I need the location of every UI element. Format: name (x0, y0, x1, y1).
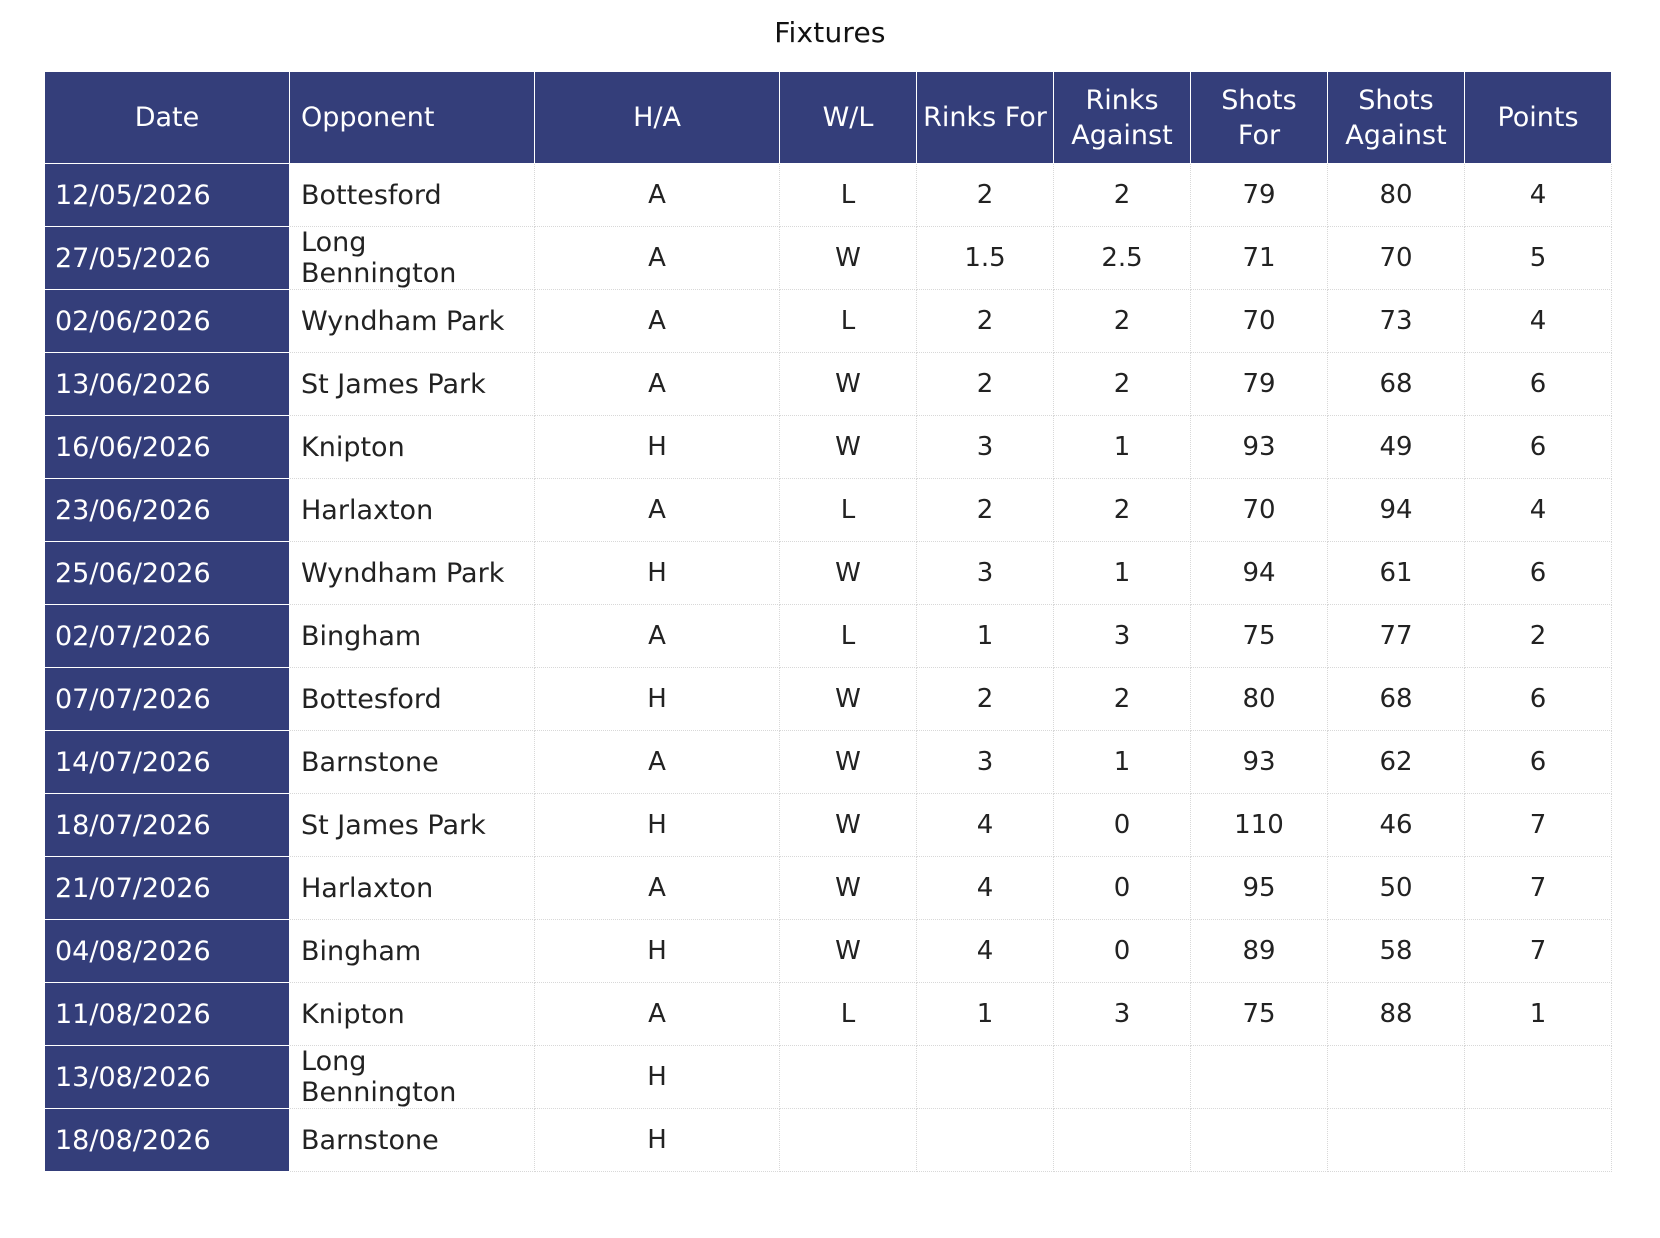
date-cell: 13/06/2026 (45, 353, 290, 416)
date-cell: 02/07/2026 (45, 605, 290, 668)
home-away-cell: A (535, 731, 780, 794)
rinks-for-cell: 2 (917, 290, 1054, 353)
home-away-cell: A (535, 353, 780, 416)
points-cell: 4 (1465, 290, 1612, 353)
date-cell: 25/06/2026 (45, 542, 290, 605)
rinks-against-cell: 0 (1054, 794, 1191, 857)
table-row (45, 353, 1612, 416)
win-loss-cell: W (780, 227, 917, 290)
shots-for-cell: 75 (1191, 605, 1328, 668)
shots-against-cell: 80 (1328, 164, 1465, 227)
date-cell: 21/07/2026 (45, 857, 290, 920)
date-cell: 18/08/2026 (45, 1109, 290, 1172)
shots-against-cell: 77 (1328, 605, 1465, 668)
home-away-cell: H (535, 1109, 780, 1172)
table-row (45, 794, 1612, 857)
opponent-cell: Bingham (290, 605, 535, 668)
shots-against-cell: 50 (1328, 857, 1465, 920)
points-cell: 1 (1465, 983, 1612, 1046)
date-cell: 13/08/2026 (45, 1046, 290, 1109)
points-cell: 2 (1465, 605, 1612, 668)
opponent-cell: Knipton (290, 983, 535, 1046)
date-cell: 27/05/2026 (45, 227, 290, 290)
opponent-cell: Bottesford (290, 668, 535, 731)
shots-against-cell: 46 (1328, 794, 1465, 857)
column-header-shots-for[interactable]: Shots For (1191, 72, 1328, 164)
header-row (45, 72, 1612, 164)
points-cell: 7 (1465, 857, 1612, 920)
points-cell: 6 (1465, 353, 1612, 416)
table-row (45, 290, 1612, 353)
column-header-home-away[interactable]: H/A (535, 72, 780, 164)
shots-for-cell: 80 (1191, 668, 1328, 731)
rinks-for-cell: 4 (917, 794, 1054, 857)
win-loss-cell: W (780, 353, 917, 416)
rinks-for-cell: 1 (917, 605, 1054, 668)
table-row (45, 983, 1612, 1046)
home-away-cell: A (535, 857, 780, 920)
opponent-cell: Wyndham Park (290, 290, 535, 353)
shots-against-cell: 49 (1328, 416, 1465, 479)
home-away-cell: H (535, 542, 780, 605)
home-away-cell: A (535, 227, 780, 290)
rinks-for-cell: 4 (917, 857, 1054, 920)
column-header-rinks-for[interactable]: Rinks For (917, 72, 1054, 164)
shots-for-cell: 89 (1191, 920, 1328, 983)
shots-for-cell: 79 (1191, 164, 1328, 227)
table-row (45, 857, 1612, 920)
shots-for-cell: 70 (1191, 479, 1328, 542)
shots-for-cell: 110 (1191, 794, 1328, 857)
shots-against-cell: 68 (1328, 353, 1465, 416)
table-row (45, 542, 1612, 605)
rinks-against-cell: 3 (1054, 983, 1191, 1046)
date-cell: 04/08/2026 (45, 920, 290, 983)
rinks-for-cell (917, 1046, 1054, 1109)
shots-against-cell: 62 (1328, 731, 1465, 794)
rinks-against-cell: 1 (1054, 416, 1191, 479)
fixtures-table (44, 71, 1612, 1172)
opponent-cell: Harlaxton (290, 479, 535, 542)
win-loss-cell: W (780, 731, 917, 794)
rinks-against-cell: 0 (1054, 920, 1191, 983)
win-loss-cell: W (780, 857, 917, 920)
shots-for-cell (1191, 1046, 1328, 1109)
win-loss-cell: W (780, 920, 917, 983)
opponent-cell: Barnstone (290, 731, 535, 794)
shots-against-cell: 73 (1328, 290, 1465, 353)
shots-for-cell: 70 (1191, 290, 1328, 353)
home-away-cell: A (535, 164, 780, 227)
points-cell: 6 (1465, 416, 1612, 479)
fixture-rows (45, 164, 1612, 1172)
shots-against-cell: 61 (1328, 542, 1465, 605)
rinks-against-cell (1054, 1109, 1191, 1172)
win-loss-cell: L (780, 290, 917, 353)
page-title: Fixtures (774, 16, 886, 49)
shots-against-cell: 70 (1328, 227, 1465, 290)
opponent-cell: Wyndham Park (290, 542, 535, 605)
column-header-opponent[interactable]: Opponent (290, 72, 535, 164)
points-cell: 4 (1465, 164, 1612, 227)
win-loss-cell: W (780, 794, 917, 857)
column-header-date[interactable]: Date (45, 72, 290, 164)
column-header-win-loss[interactable]: W/L (780, 72, 917, 164)
rinks-for-cell (917, 1109, 1054, 1172)
date-cell: 12/05/2026 (45, 164, 290, 227)
points-cell: 6 (1465, 668, 1612, 731)
shots-against-cell: 68 (1328, 668, 1465, 731)
rinks-against-cell: 1 (1054, 542, 1191, 605)
points-cell (1465, 1046, 1612, 1109)
win-loss-cell: W (780, 542, 917, 605)
date-cell: 07/07/2026 (45, 668, 290, 731)
shots-for-cell: 93 (1191, 416, 1328, 479)
rinks-for-cell: 2 (917, 668, 1054, 731)
shots-for-cell: 79 (1191, 353, 1328, 416)
rinks-for-cell: 2 (917, 479, 1054, 542)
rinks-against-cell (1054, 1046, 1191, 1109)
opponent-cell: St James Park (290, 353, 535, 416)
win-loss-cell: L (780, 605, 917, 668)
table-row (45, 920, 1612, 983)
home-away-cell: H (535, 920, 780, 983)
table-row (45, 164, 1612, 227)
rinks-for-cell: 4 (917, 920, 1054, 983)
rinks-against-cell: 2.5 (1054, 227, 1191, 290)
rinks-for-cell: 3 (917, 542, 1054, 605)
points-cell: 6 (1465, 542, 1612, 605)
date-cell: 16/06/2026 (45, 416, 290, 479)
points-cell: 4 (1465, 479, 1612, 542)
rinks-for-cell: 2 (917, 164, 1054, 227)
rinks-against-cell: 0 (1054, 857, 1191, 920)
shots-for-cell: 93 (1191, 731, 1328, 794)
date-cell: 02/06/2026 (45, 290, 290, 353)
rinks-against-cell: 3 (1054, 605, 1191, 668)
rinks-for-cell: 3 (917, 416, 1054, 479)
table-row (45, 1046, 1612, 1109)
opponent-cell: St James Park (290, 794, 535, 857)
opponent-cell: Long Bennington (290, 1046, 535, 1109)
date-cell: 11/08/2026 (45, 983, 290, 1046)
home-away-cell: A (535, 983, 780, 1046)
table-row (45, 227, 1612, 290)
date-cell: 14/07/2026 (45, 731, 290, 794)
table-row (45, 416, 1612, 479)
shots-for-cell: 71 (1191, 227, 1328, 290)
table-row (45, 731, 1612, 794)
rinks-for-cell: 2 (917, 353, 1054, 416)
shots-for-cell (1191, 1109, 1328, 1172)
rinks-for-cell: 3 (917, 731, 1054, 794)
win-loss-cell (780, 1109, 917, 1172)
home-away-cell: A (535, 605, 780, 668)
win-loss-cell: L (780, 983, 917, 1046)
home-away-cell: H (535, 1046, 780, 1109)
points-cell: 5 (1465, 227, 1612, 290)
win-loss-cell: W (780, 416, 917, 479)
home-away-cell: A (535, 479, 780, 542)
shots-against-cell: 88 (1328, 983, 1465, 1046)
table-row (45, 668, 1612, 731)
shots-against-cell: 94 (1328, 479, 1465, 542)
opponent-cell: Barnstone (290, 1109, 535, 1172)
points-cell: 6 (1465, 731, 1612, 794)
rinks-for-cell: 1 (917, 983, 1054, 1046)
win-loss-cell: L (780, 479, 917, 542)
opponent-cell: Harlaxton (290, 857, 535, 920)
points-cell (1465, 1109, 1612, 1172)
date-cell: 23/06/2026 (45, 479, 290, 542)
table-row (45, 605, 1612, 668)
table-row (45, 1109, 1612, 1172)
rinks-against-cell: 2 (1054, 479, 1191, 542)
shots-against-cell (1328, 1109, 1465, 1172)
column-header-rinks-against[interactable]: Rinks Against (1054, 72, 1191, 164)
opponent-cell: Bingham (290, 920, 535, 983)
shots-against-cell: 58 (1328, 920, 1465, 983)
win-loss-cell (780, 1046, 917, 1109)
shots-for-cell: 94 (1191, 542, 1328, 605)
opponent-cell: Long Bennington (290, 227, 535, 290)
points-cell: 7 (1465, 794, 1612, 857)
win-loss-cell: W (780, 668, 917, 731)
rinks-against-cell: 1 (1054, 731, 1191, 794)
home-away-cell: H (535, 416, 780, 479)
home-away-cell: A (535, 290, 780, 353)
shots-for-cell: 75 (1191, 983, 1328, 1046)
opponent-cell: Knipton (290, 416, 535, 479)
points-cell: 7 (1465, 920, 1612, 983)
rinks-for-cell: 1.5 (917, 227, 1054, 290)
rinks-against-cell: 2 (1054, 353, 1191, 416)
opponent-cell: Bottesford (290, 164, 535, 227)
win-loss-cell: L (780, 164, 917, 227)
column-header-points[interactable]: Points (1465, 72, 1612, 164)
date-cell: 18/07/2026 (45, 794, 290, 857)
rinks-against-cell: 2 (1054, 164, 1191, 227)
home-away-cell: H (535, 794, 780, 857)
table-row (45, 479, 1612, 542)
shots-against-cell (1328, 1046, 1465, 1109)
shots-for-cell: 95 (1191, 857, 1328, 920)
home-away-cell: H (535, 668, 780, 731)
column-header-shots-against[interactable]: Shots Against (1328, 72, 1465, 164)
rinks-against-cell: 2 (1054, 668, 1191, 731)
rinks-against-cell: 2 (1054, 290, 1191, 353)
